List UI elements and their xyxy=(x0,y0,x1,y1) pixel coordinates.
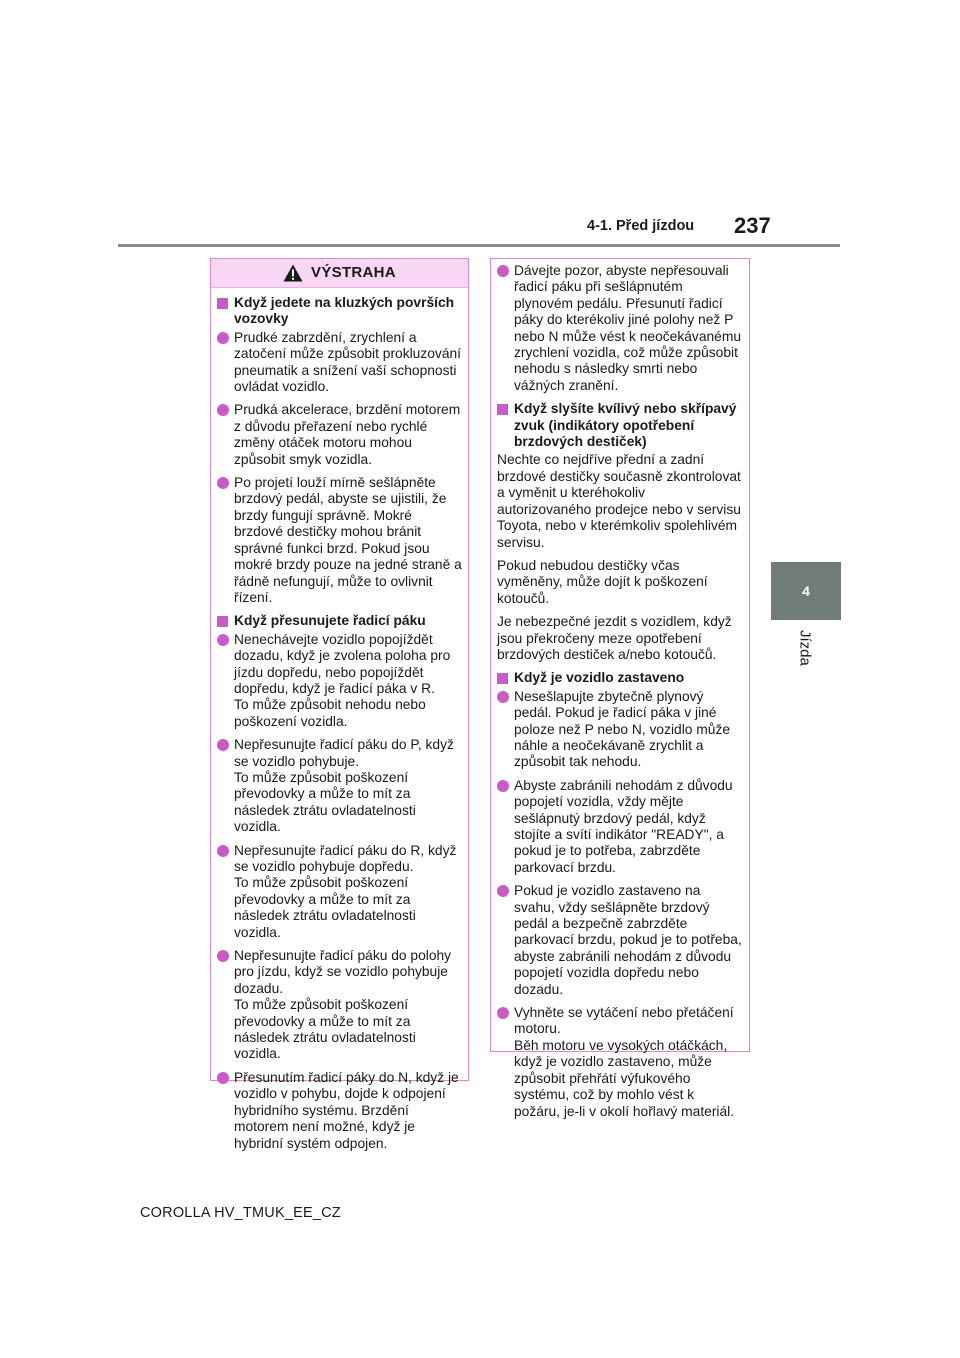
paragraph: Pokud nebudou destičky včas vyměněny, může dojít k poškození kotoučů. xyxy=(497,557,708,606)
paragraph: Nechte co nejdříve přední a zadní brzdové destičky současně zkontrolovat a vyměnit u kteréhokoliv autorizovaného prodejce nebo v servisu Toyota, nebo v kterémkoliv spolehlivém servisu. xyxy=(497,452,741,550)
document-code: COROLLA HV_TMUK_EE_CZ xyxy=(140,1205,341,1221)
section-heading: Když je vozidlo zastaveno xyxy=(497,670,743,686)
bullet-item: Prudká akcelerace, brzdění motorem z důvodu přeřazení nebo rychlé změny otáček motoru mohou způsobit smyk vozidla. xyxy=(217,402,462,468)
bullet-item: Vyhněte se vytáčení nebo přetáčení motoru. Běh motoru ve vysokých otáčkách, když je vozidlo zastaveno, může způsobit přehřátí výfukového systému, což by mohlo vést k požáru, je-li v okolí hořlavý materiál. xyxy=(497,1005,743,1120)
section-title: 4-1. Před jízdou xyxy=(587,218,695,234)
bullet-item: Nepřesunujte řadicí páku do R, když se vozidlo pohybuje dopředu. To může způsobit poškození převodovky a může to mít za následek ztrátu ovladatelnosti vozidla. xyxy=(217,843,462,941)
header-divider xyxy=(118,244,840,247)
warning-box-left xyxy=(210,258,469,1151)
bullet-item: Pokud je vozidlo zastaveno na svahu, vždy sešlápněte brzdový pedál a bezpečně zabrzděte parkovací brzdu, pokud je to potřeba, abyste zabránili nehodám z důvodu popojetí vozidla dopředu nebo dozadu. xyxy=(497,883,743,998)
bullet-item: Abyste zabránili nehodám z důvodu popojetí vozidla, vždy mějte sešlápnutý brzdový pedál, když stojíte a svítí indikátor "READY", a pokud je to potřeba, zabrzděte parkovací brzdu. xyxy=(497,778,743,876)
bullet-item: Po projetí louží mírně sešlápněte brzdový pedál, abyste se ujistili, že brzdy fungují správně. Mokré brzdové destičky mohou bránit správné funkci brzd. Pokud jsou mokré brzdy pouze na jedné straně a řádně nefungují, může to ovlivnit řízení. xyxy=(217,475,462,606)
bullet-item: Nenechávejte vozidlo popojíždět dozadu, když je zvolena poloha pro jízdu dopředu, nebo popojíždět dopředu, když je řadicí páka v R. To může způsobit nehodu nebo poškození vozidla. xyxy=(217,632,462,730)
section-heading: Když jedete na kluzkých površích vozovky xyxy=(217,295,462,328)
chapter-label: Jízda xyxy=(796,630,814,666)
chapter-tab[interactable] xyxy=(771,562,841,620)
page-number: 237 xyxy=(734,213,771,238)
section-heading: Když slyšíte kvílivý nebo skřípavý zvuk (indikátory opotřebení brzdových destiček) xyxy=(497,401,743,450)
bullet-item: Přesunutím řadicí páky do N, když je vozidlo v pohybu, dojde k odpojení hybridního systému. Brzdění motorem není možné, když je hybridní systém odpojen. xyxy=(217,1070,462,1152)
bullet-item: Nepřesunujte řadicí páku do polohy pro jízdu, když se vozidlo pohybuje dozadu. To může způsobit poškození převodovky a může to mít za následek ztrátu ovladatelnosti vozidla. xyxy=(217,948,462,1063)
chapter-number: 4 xyxy=(802,583,810,599)
bullet-item: Dávejte pozor, abyste nepřesouvali řadicí páku při sešlápnutém plynovém pedálu. Přesunutí řadicí páky do kterékoliv jiné polohy než P nebo N může vést k neočekávanému zrychlení vozidla, což může způsobit nehodu s následky smrti nebo vážných zranění. xyxy=(497,263,743,394)
warning-box-right xyxy=(490,258,750,1119)
warning-triangle-icon xyxy=(283,264,303,282)
warning-content-left xyxy=(211,288,468,1163)
bullet-item: Nesešlapujte zbytečně plynový pedál. Pokud je řadicí páka v jiné poloze než P nebo N, vozidlo může náhle a neočekávaně zrychlit a způsobit tak nehodu. xyxy=(497,689,743,771)
bullet-item: Prudké zabrzdění, zrychlení a zatočení může způsobit prokluzování pneumatik a snížení vaší schopnosti ovládat vozidlo. xyxy=(217,330,462,396)
warning-title: VÝSTRAHA xyxy=(311,263,396,281)
paragraph: Je nebezpečné jezdit s vozidlem, když jsou překročeny meze opotřebení brzdových destiček a/nebo kotoučů. xyxy=(497,614,732,662)
warning-content-right xyxy=(491,259,749,1131)
section-heading: Když přesunujete řadicí páku xyxy=(217,613,462,629)
warning-title-bar xyxy=(211,259,468,288)
bullet-item: Nepřesunujte řadicí páku do P, když se vozidlo pohybuje. To může způsobit poškození převodovky a může to mít za následek ztrátu ovladatelnosti vozidla. xyxy=(217,737,462,835)
